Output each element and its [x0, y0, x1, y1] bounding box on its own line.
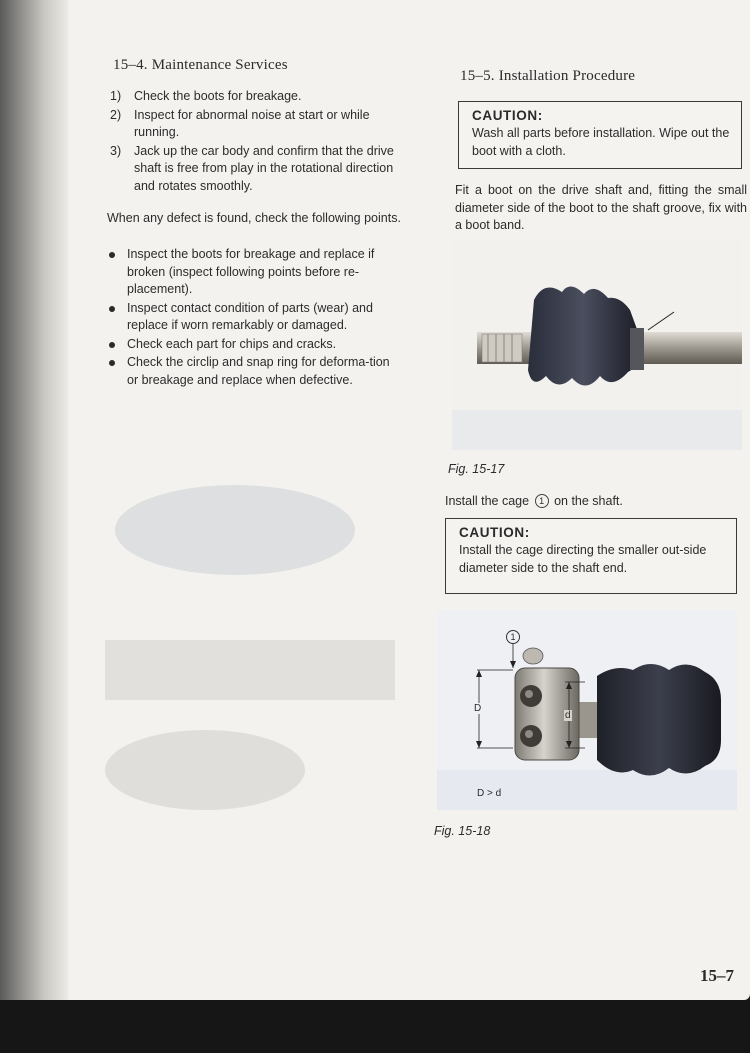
step-item [110, 88, 410, 106]
checklist-item [107, 354, 403, 389]
maintenance-heading: 15–4. Maintenance Services [113, 57, 288, 73]
size-relation-label: D > d [477, 788, 502, 799]
page-binding-shadow [0, 0, 68, 1000]
page-number: 15–7 [700, 966, 734, 985]
installation-heading: 15–5. Installation Procedure [460, 68, 636, 84]
step-item [110, 107, 410, 142]
bullet-icon [109, 360, 115, 366]
boot-fit-paragraph: Fit a boot on the drive shaft and, fitting the small diameter side of the boot to the shaft groove, fix with a boot band. [455, 183, 747, 232]
bullet-icon [109, 342, 115, 348]
bullet-icon [109, 306, 115, 312]
checklist-item [107, 300, 403, 335]
figure-15-18-caption: Fig. 15-18 [434, 824, 491, 838]
install-cage-text-end: on the shaft. [554, 494, 623, 508]
caution-text: Wash all parts before installation. Wipe out the boot with a cloth. [472, 126, 730, 158]
step-number: 2) [110, 107, 122, 122]
maintenance-steps [110, 88, 410, 196]
label-D: D [474, 703, 482, 714]
label-d: d [565, 710, 571, 721]
install-cage-text-start: Install the cage [445, 494, 530, 508]
cage-marker: 1 [506, 630, 520, 644]
scan-background [0, 1000, 750, 1053]
checklist-item [107, 336, 403, 354]
step-item [110, 143, 410, 196]
step-number: 1) [110, 89, 122, 103]
figure-15-18-photo [437, 610, 737, 810]
checklist-text: Check each part for chips and cracks. [127, 336, 337, 351]
figure-15-17-photo [452, 240, 742, 450]
checklist-item [107, 246, 403, 299]
checklist-text: Inspect the boots for breakage and replace if broken (inspect following points before re-placement). [127, 247, 375, 296]
step-number: 3) [110, 143, 122, 158]
checklist-text: Check the circlip and snap ring for deforma-tion or breakage and replace when defective. [127, 355, 390, 387]
caution-text: Install the cage directing the smaller out-side diameter side to the shaft end. [459, 543, 707, 575]
defect-intro: When any defect is found, check the following points. [107, 211, 401, 225]
boot-on-shaft-illustration [452, 240, 742, 450]
figure-15-17-caption: Fig. 15-17 [448, 462, 505, 476]
caution-box-2 [445, 518, 737, 594]
step-text: Inspect for abnormal noise at start or while running. [134, 107, 370, 139]
caution-title: CAUTION: [472, 108, 543, 123]
bleed-through-shadow [85, 470, 415, 850]
bullet-icon [109, 252, 115, 258]
caution-title: CAUTION: [459, 525, 530, 540]
defect-checklist [107, 246, 403, 390]
step-text: Jack up the car body and confirm that the drive shaft is free from play in the rotational direction and rotates smoothly. [134, 143, 394, 193]
cage-marker: 1 [535, 494, 549, 508]
install-cage-instruction [445, 493, 623, 511]
step-text: Check the boots for breakage. [134, 89, 302, 103]
caution-box-1 [458, 101, 742, 169]
checklist-text: Inspect contact condition of parts (wear) and replace if worn remarkably or damaged. [127, 300, 373, 332]
